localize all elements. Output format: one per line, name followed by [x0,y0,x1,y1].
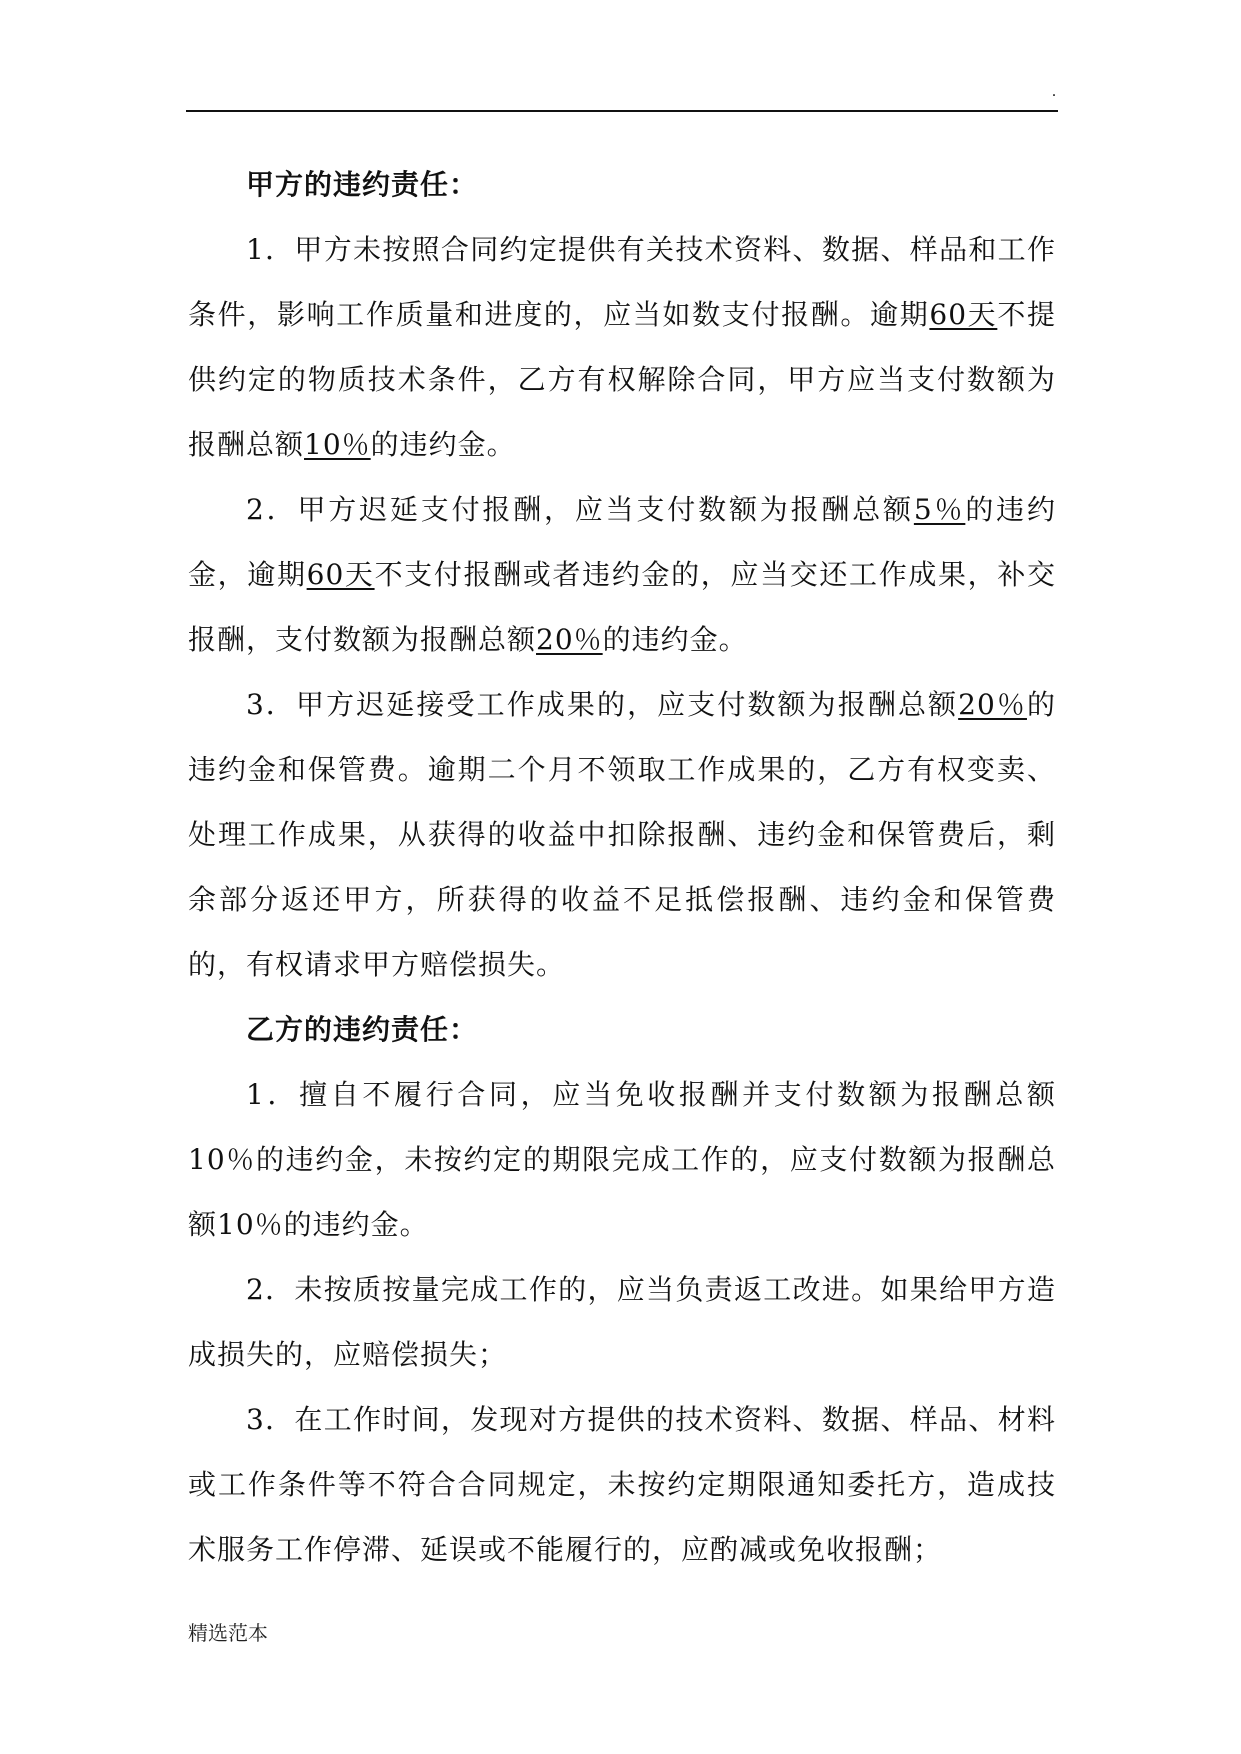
clause-text: 甲方迟延支付报酬，应当支付数额为报酬总额 [297,493,914,526]
underlined-term: 5％ [913,493,966,526]
header-rule [186,110,1058,112]
clause-number: 1． [246,233,295,266]
party-b-clause-3 [188,1387,1056,1582]
clause-text: 擅自不履行合同，应当免收报酬并支付数额为报酬总额10％的违约金，未按约定的期限完成工作的，应支付数额为报酬总额10％的违约金。 [188,1078,1056,1241]
clause-number: 2． [246,493,298,526]
party-a-clause-3 [188,672,1056,997]
underlined-term: 20％ [536,623,603,656]
footer-label: 精选范本 [188,1621,268,1645]
clause-text: 在工作时间，发现对方提供的技术资料、数据、样品、材料或工作条件等不符合合同规定，未按约定期限通知委托方，造成技术服务工作停滞、延误或不能履行的，应酌减或免收报酬； [188,1403,1056,1566]
underlined-term: 60天 [306,558,375,591]
clause-text: 的违约金。 [370,428,516,461]
underlined-term: 20％ [958,688,1027,721]
clause-number: 1． [246,1078,300,1111]
header-mark: . [1052,83,1056,100]
clause-text: 未按质按量完成工作的，应当负责返工改进。如果给甲方造成损失的，应赔偿损失； [188,1273,1056,1371]
party-a-clause-2 [188,477,1056,672]
party-b-clause-2 [188,1257,1056,1387]
party-b-clause-1 [188,1062,1056,1257]
clause-text: 不支付报酬或者违约金的，应当交还工作成果，补交报酬，支付数额为报酬总额 [188,558,1056,656]
underlined-term: 10％ [304,428,371,461]
section-heading-party-a: 甲方的违约责任： [246,168,479,201]
document-body [188,152,1056,1582]
clause-number: 3． [246,688,297,721]
section-heading-party-b: 乙方的违约责任： [246,1013,479,1046]
party-a-clause-1 [188,217,1056,477]
clause-text: 甲方迟延接受工作成果的，应支付数额为报酬总额 [296,688,959,721]
clause-text: 的违约金和保管费。逾期二个月不领取工作成果的，乙方有权变卖、处理工作成果，从获得的收益中扣除报酬、违约金和保管费后，剩余部分返还甲方，所获得的收益不足抵偿报酬、违约金和保管费的，有权请求甲方赔偿损失。 [188,688,1056,981]
underlined-term: 60天 [929,298,998,331]
clause-text: 的违约金，逾期 [188,493,1056,591]
clause-text: 不提供约定的物质技术条件，乙方有权解除合同，甲方应当支付数额为报酬总额 [188,298,1056,461]
clause-number: 2． [246,1273,295,1306]
clause-text: 的违约金。 [602,623,748,656]
clause-text: 甲方未按照合同约定提供有关技术资料、数据、样品和工作条件，影响工作质量和进度的，应当如数支付报酬。逾期 [188,233,1056,331]
clause-number: 3． [246,1403,295,1436]
